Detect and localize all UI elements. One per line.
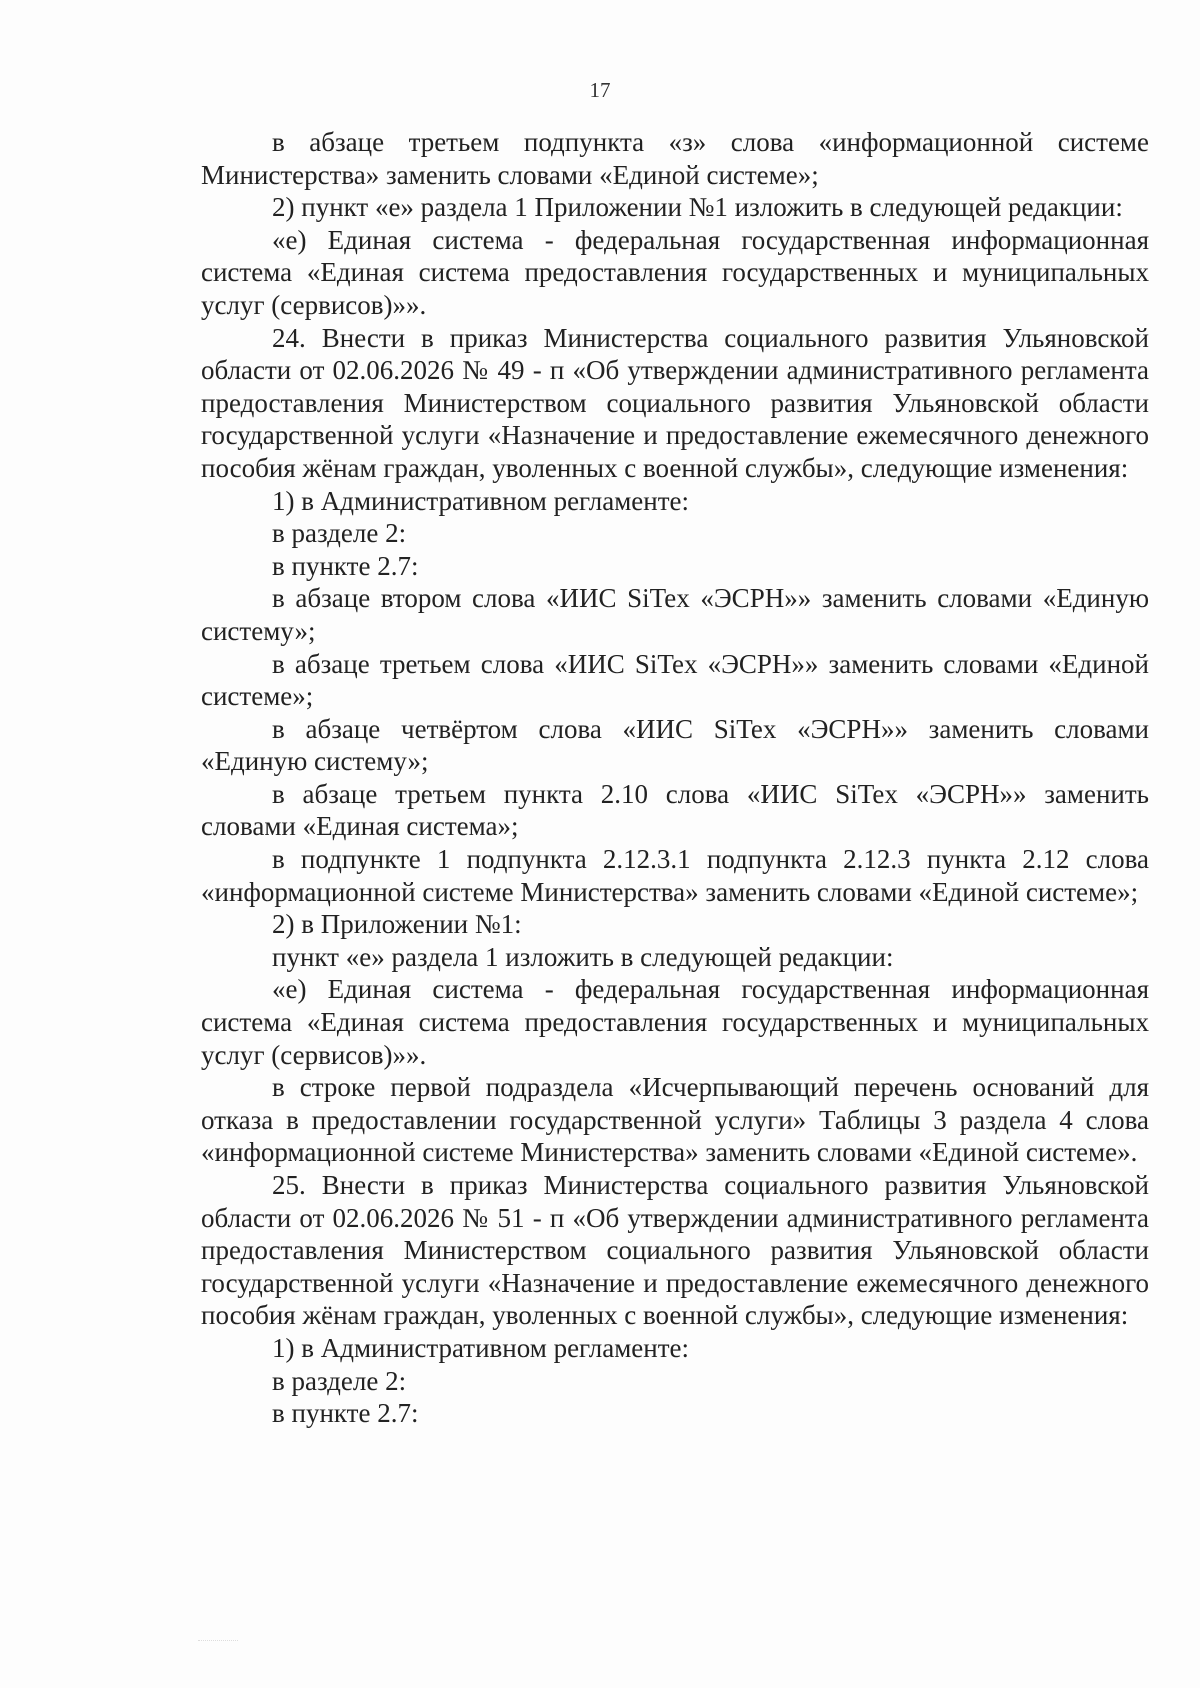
paragraph: 2) пункт «е» раздела 1 Приложении №1 изложить в следующей редакции: bbox=[272, 192, 1123, 223]
paragraph: в разделе 2: bbox=[272, 1365, 407, 1396]
paragraph: пункт «е» раздела 1 изложить в следующей редакции: bbox=[272, 941, 894, 972]
paragraph: 1) в Административном регламенте: bbox=[272, 1332, 690, 1363]
paragraph: в абзаце четвёртом слова «ИИС SiTex «ЭСРН»» заменить словами «Единую систему»; bbox=[201, 713, 1149, 777]
paragraph: 1) в Административном регламенте: bbox=[272, 485, 690, 516]
paragraph: в абзаце втором слова «ИИС SiTex «ЭСРН»» заменить словами «Единую систему»; bbox=[201, 583, 1149, 646]
scan-artifact bbox=[198, 1640, 238, 1647]
paragraph: «е) Единая система - федеральная государственная информационная система «Единая система предоставления государственных и муниципальных услуг (сервисов)»». bbox=[201, 224, 1149, 320]
paragraph: 25. Внести в приказ Министерства социального развития Ульяновской области от 02.06.2026 № 51 - п «Об утверждении административного регламента предоставления Министерством социального развития Ульяновской области государственной услуги «Назначение и предоставление ежемесячного денежного пособия жёнам граждан, уволенных с военной службы», следующие изменения: bbox=[201, 1170, 1149, 1331]
paragraph: «е) Единая система - федеральная государственная информационная система «Единая система предоставления государственных и муниципальных услуг (сервисов)»». bbox=[201, 974, 1149, 1070]
paragraph: в абзаце третьем слова «ИИС SiTex «ЭСРН»» заменить словами «Единой системе»; bbox=[201, 648, 1149, 712]
paragraph: в строке первой подраздела «Исчерпывающий перечень оснований для отказа в предоставлении государственной услуги» Таблицы 3 раздела 4 слова «информационной системе Министерства» заменить словами «Единой системе». bbox=[201, 1072, 1149, 1168]
page-number: 17 bbox=[589, 78, 611, 102]
paragraph: в пункте 2.7: bbox=[272, 1398, 419, 1429]
paragraph: 24. Внести в приказ Министерства социального развития Ульяновской области от 02.06.2026 № 49 - п «Об утверждении административного регламента предоставления Министерством социального развития Ульяновской области государственной услуги «Назначение и предоставление ежемесячного денежного пособия жёнам граждан, уволенных с военной службы», следующие изменения: bbox=[201, 322, 1149, 483]
paragraph: в разделе 2: bbox=[272, 518, 407, 549]
document-body bbox=[201, 126, 1149, 1430]
paragraph: в абзаце третьем пункта 2.10 слова «ИИС SiTex «ЭСРН»» заменить словами «Единая система»; bbox=[201, 778, 1149, 842]
paragraph: в абзаце третьем подпункта «з» слова «информационной системе Министерства» заменить словами «Единой системе»; bbox=[201, 127, 1149, 190]
paragraph: 2) в Приложении №1: bbox=[272, 909, 522, 940]
paragraph: в подпункте 1 подпункта 2.12.3.1 подпункта 2.12.3 пункта 2.12 слова «информационной системе Министерства» заменить словами «Единой системе»; bbox=[201, 844, 1149, 907]
paragraph: в пункте 2.7: bbox=[272, 550, 419, 581]
